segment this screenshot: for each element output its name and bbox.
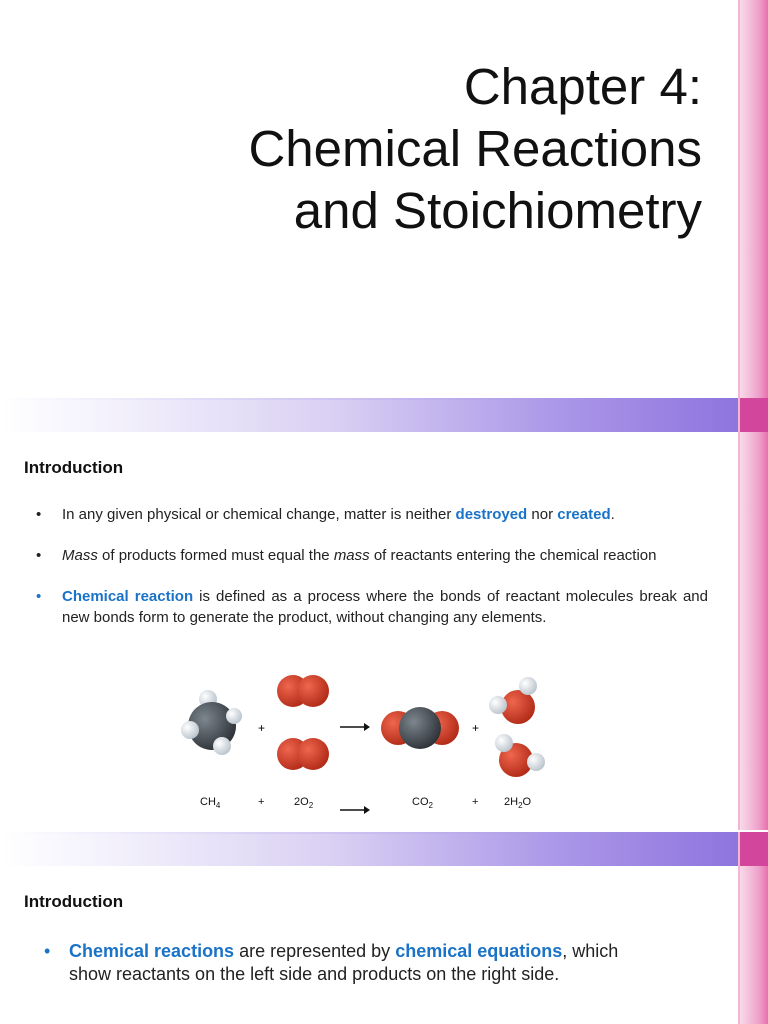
slide-heading: Introduction (24, 892, 124, 911)
molecule-diagram (180, 672, 560, 790)
formula-subscript: 2 (308, 801, 314, 811)
decorative-side-stripe (738, 866, 768, 1024)
reaction-arrow (340, 802, 372, 820)
plus-sign: + (472, 796, 479, 808)
methane-molecule (181, 690, 242, 755)
divider-band (0, 834, 740, 866)
formula-o2 (294, 796, 313, 810)
list-item (44, 940, 624, 986)
highlight-term: chemical equations (395, 941, 563, 961)
highlight-term: destroyed (455, 506, 528, 523)
bullet-dot: • (36, 506, 42, 523)
bullet-text: are represented by (234, 941, 396, 961)
formula-subscript: 4 (215, 801, 221, 811)
formula-text: 2O (294, 796, 309, 808)
slide-divider (0, 398, 768, 432)
bullet-text: of products formed must equal the (97, 547, 334, 564)
highlight-term: Chemical reactions (69, 941, 235, 961)
bullet-text: , which show reactants on the left side and products on the right side. (69, 941, 619, 984)
italic-term: Mass (62, 547, 98, 564)
formula-text: O (522, 796, 532, 808)
title-line: and Stoichiometry (293, 182, 702, 239)
plus-sign: + (258, 721, 266, 735)
formula-subscript: 2 (518, 801, 523, 811)
title-slide (0, 0, 768, 398)
formula-subscript: 2 (428, 801, 433, 811)
arrow-icon (340, 805, 372, 815)
intro-slide (0, 432, 768, 830)
slide-title (248, 56, 702, 242)
decorative-side-stripe (738, 398, 768, 432)
carbon-dioxide-molecule (381, 707, 459, 749)
decorative-side-stripe (738, 432, 768, 830)
highlight-term: Chemical reaction (62, 588, 194, 605)
bullet-list (44, 940, 624, 986)
list-item (36, 504, 708, 525)
bullet-dot: • (44, 941, 51, 961)
formula-h2o (504, 796, 531, 810)
bullet-text: In any given physical or chemical change, matter is neither (62, 506, 456, 523)
bullet-dot: • (36, 588, 42, 605)
italic-term: mass (333, 547, 370, 564)
water-molecule (495, 734, 545, 777)
plus-sign: + (472, 721, 480, 735)
title-line: Chapter 4: (463, 58, 702, 115)
reaction-figure (180, 672, 560, 812)
formula-text: CH (200, 796, 216, 808)
list-item (36, 545, 708, 566)
reaction-arrow (340, 723, 370, 731)
bullet-text: is defined as a process where the bonds of reactant molecules break and new bonds form to generate the product, without changing any elements. (62, 588, 708, 626)
highlight-term: created (557, 506, 611, 523)
slide-divider (0, 832, 768, 866)
formula-text: 2H (504, 796, 519, 808)
intro-slide-continued (0, 866, 768, 1024)
decorative-side-stripe (738, 0, 768, 398)
bullet-text: . (610, 506, 615, 523)
title-line: Chemical Reactions (248, 120, 702, 177)
formula-text: CO (412, 796, 429, 808)
list-item (36, 586, 708, 628)
plus-sign: + (258, 796, 265, 808)
slide-heading: Introduction (24, 458, 124, 477)
formula-ch4 (200, 796, 220, 810)
oxygen-molecule (277, 675, 329, 707)
bullet-dot: • (36, 547, 42, 564)
oxygen-molecule (277, 738, 329, 770)
bullet-text: nor (527, 506, 558, 523)
decorative-side-stripe (738, 832, 768, 866)
formula-co2 (412, 796, 433, 810)
water-molecule (489, 677, 537, 724)
bullet-list (36, 504, 708, 648)
divider-band (0, 400, 740, 432)
bullet-text: of reactants entering the chemical reaction (369, 547, 657, 564)
